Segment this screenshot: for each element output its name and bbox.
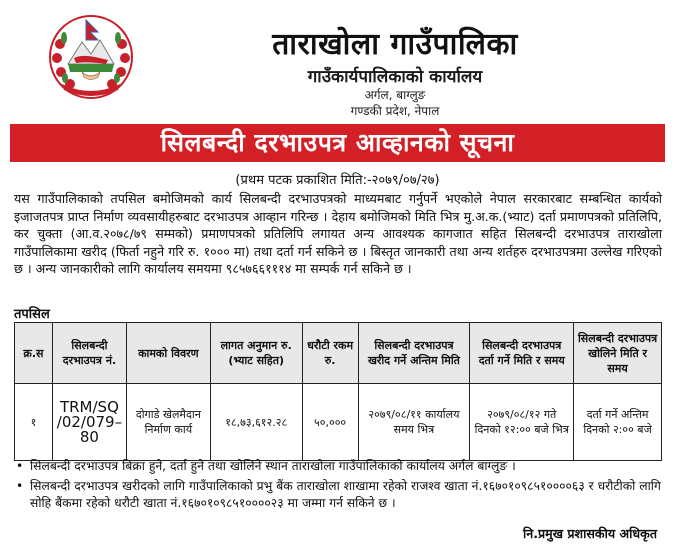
publication-date: (प्रथम पटक प्रकाशित मिति:-२०७९/०७/२७) xyxy=(235,173,440,188)
col-header-bid-no: सिलबन्दी दरभाउपत्र नं. xyxy=(52,323,126,384)
col-header-cost-estimate: लागत अनुमान रु. (भ्याट सहित) xyxy=(210,323,302,384)
province-line: गण्डकी प्रदेश, नेपाल xyxy=(350,104,440,118)
schedule-table xyxy=(14,322,662,461)
col-header-opening-time: सिलबन्दी दरभाउपत्र खोलिने मिति र समय xyxy=(574,323,662,384)
notice-title-banner: सिलबन्दी दरभाउपत्र आव्हानको सूचना xyxy=(10,124,665,162)
cell-purchase-deadline: २०७९/०८/११ कार्यालय समय भित्र xyxy=(358,384,470,461)
list-item xyxy=(14,458,662,476)
municipality-title: ताराखोला गाउँपालिका xyxy=(272,27,518,62)
nepal-emblem-logo xyxy=(48,14,134,100)
note-text: सिलबन्दी दरभाउपत्र खरीदको लागि गाउँपालिकाको प्रभु बैंक ताराखोला शाखामा रहेको राजश्व खाता नं.१६७०१०९८५१००००६३ र धरौटीको लागि सोहि बैंकमा रहेको धरौटी खाता नं.१६७०१०९८५१००००२३ मा जम्मा गर्न सकिने छ । xyxy=(30,478,661,510)
col-header-deposit: धरौटी रकम रु. xyxy=(302,323,358,384)
col-header-submission-time: सिलबन्दी दरभाउपत्र दर्ता गर्ने मिति र समय xyxy=(470,323,574,384)
note-text: सिलबन्दी दरभाउपत्र बिक्रा हुने, दर्ता हुने तथा खोलिने स्थान ताराखोला गाउँपालिकाको कार्यालय अर्गल बाग्लुङ । xyxy=(30,459,516,473)
cell-submission-time: २०७९/०८/१२ गते दिनको १२:०० बजे भित्र xyxy=(470,384,574,461)
schedule-label: तपसिल xyxy=(14,307,50,322)
col-header-purchase-deadline: सिलबन्दी दरभाउपत्र खरीद गर्ने अन्तिम मिति xyxy=(358,323,470,384)
cell-serial: १ xyxy=(15,384,53,461)
cell-work-desc: दोगाडे खेलमैदान निर्माण कार्य xyxy=(126,384,210,461)
cell-cost-estimate: १८,७३,६१२.२८ xyxy=(210,384,302,461)
notes-list xyxy=(14,458,662,515)
list-item xyxy=(14,478,662,513)
col-header-work-desc: कामको विवरण xyxy=(126,323,210,384)
office-address: अर्गल, बाग्लुङ xyxy=(364,88,426,102)
notice-body: यस गाउँपालिकाको तपसिल बमोजिमको कार्य सिलबन्दी दरभाउपत्रको माध्यमबाट गर्नुपर्ने भएकोले नेपाल सरकारबाट सम्बन्धित कार्यको इजाजतपत्र प्राप्त निर्माण व्यवसायीहरुबाट दरभाउपत्र आव्हान गरिन्छ । देहाय बमोजिमको मिति भित्र मु.अ.क.(भ्याट) दर्ता प्रमाणपत्रको प्रतिलिपि, कर चुक्ता (आ.व.२०७८/७९ सम्मको) प्रमाणपत्रको प्रतिलिपि लगायत अन्य आवश्यक कागजात सहित सिलबन्दी दरभाउपत्र ताराखोला गाउँपालिकामा खरीद (फिर्ता नहुने गरि रु. १००० मा) तथा दर्ता गर्न सकिने छ । बिस्तृत जानकारी तथा अन्य शर्तहरु दरभाउपत्रमा उल्लेख गरिएको छ । अन्य जानकारीको लागि कार्यालय समयमा ९८५७६६१११४ मा सम्पर्क गर्न सकिने छ । xyxy=(14,191,662,277)
bullet-icon: • xyxy=(16,459,24,473)
office-name: गाउँकार्यपालिकाको कार्यालय xyxy=(307,67,483,87)
signatory-title: नि.प्रमुख प्रशासकीय अधिकृत xyxy=(522,526,657,541)
col-header-serial: क्र.स xyxy=(15,323,53,384)
bullet-icon: • xyxy=(16,478,24,493)
table-row xyxy=(15,384,662,461)
cell-bid-no: TRM/SQ /02/079– 80 xyxy=(52,384,126,461)
table-header-row xyxy=(15,323,662,384)
cell-deposit: ५०,००० xyxy=(302,384,358,461)
cell-opening-time: दर्ता गर्ने अन्तिम दिनको २:०० बजे xyxy=(574,384,662,461)
